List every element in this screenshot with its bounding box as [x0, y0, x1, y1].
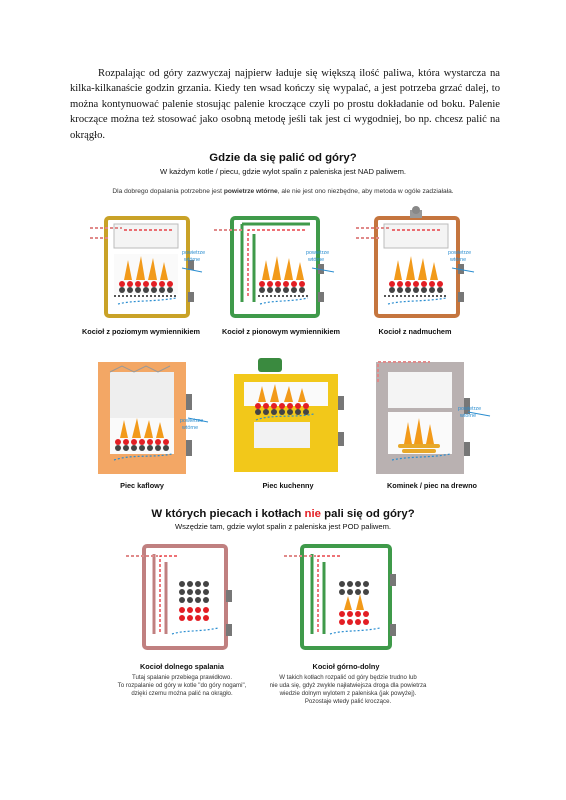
svg-text:powietrze: powietrze — [182, 250, 206, 256]
section1-subtitle: W każdym kotle / piecu, gdzie wylot spalin z paleniska jest NAD paliwem. — [159, 167, 407, 176]
svg-text:wtórne: wtórne — [184, 257, 201, 263]
downdraft-description: Tutaj spalanie przebiega prawidłowo. To rozpalanie od góry w kotle "do góry nogami", dzięki czemu można palić na okrągło. — [117, 674, 247, 697]
svg-text:powietrze: powietrze — [306, 250, 330, 256]
svg-text:wtórne: wtórne — [460, 413, 477, 419]
paragraph-line: okrągło. — [70, 129, 106, 141]
intro-paragraph — [70, 66, 500, 143]
top-bottom-description: W takich kotłach rozpalić od góry będzie trudno lub nie uda się, gdyż zwykle najłatwiejsza droga dla powietrza wiedzie dolnym wylotem z paleniska (jak powyżej). Pozostaje wtedy palić kroczące. — [269, 674, 427, 705]
section1-note: Dla dobrego dopalania potrzebne jest powietrze wtórne, ale nie jest ono niezbędne, aby metoda w ogóle zadziałała. — [112, 188, 454, 195]
svg-text:powietrze: powietrze — [448, 250, 472, 256]
downdraft-boiler-diagram — [122, 534, 248, 660]
fireplace-diagram — [370, 358, 494, 478]
caption-fireplace: Kominek / piec na drewno — [386, 481, 477, 490]
boiler-horizontal-exchanger-diagram — [84, 206, 212, 324]
paragraph-line: kroczące można też stosować jako osobną metodę jeśli tak jest ci wygodniej, bo np. chcesz palić na — [70, 114, 500, 126]
top-bottom-boiler-diagram — [280, 534, 410, 660]
tiled-stove-diagram — [92, 358, 212, 478]
svg-text:wtórne: wtórne — [308, 257, 325, 263]
svg-text:wtórne: wtórne — [450, 257, 467, 263]
section1-title: Gdzie da się palić od góry? — [209, 152, 357, 164]
paragraph-line: kilka-kilkanaście godzin grzania. Kiedy ten wsad kończy się wypalać, a jest potrzeba grzać dalej, to — [70, 83, 500, 95]
svg-text:powietrze: powietrze — [458, 406, 482, 412]
caption-top-bottom-boiler: Kocioł górno-dolny — [312, 662, 380, 671]
paragraph-line: Rozpalając od góry zazwyczaj najpierw ładuje się większą ilość paliwa, która wystarcza na — [98, 68, 500, 79]
caption-downdraft-boiler: Kocioł dolnego spalania — [140, 662, 224, 671]
caption-tiled-stove: Piec kaflowy — [120, 481, 164, 490]
paragraph-line: można kontynuować palenie stosując palenie kroczące czyli po prostu dokładanie od boku. Palenie — [70, 98, 500, 110]
boiler-vertical-exchanger-diagram — [210, 206, 338, 324]
svg-text:powietrze: powietrze — [180, 418, 204, 424]
section2-title: W których piecach i kotłach nie pali się od góry? — [151, 508, 415, 520]
caption-boiler-horizontal: Kocioł z poziomym wymiennikiem — [82, 327, 200, 336]
svg-text:wtórne: wtórne — [182, 425, 199, 431]
section2-subtitle: Wszędzie tam, gdzie wylot spalin z paleniska jest POD paliwem. — [174, 522, 392, 531]
caption-boiler-vertical: Kocioł z pionowym wymiennikiem — [222, 327, 340, 336]
boiler-with-blower-diagram — [350, 206, 480, 324]
caption-kitchen-stove: Piec kuchenny — [262, 481, 314, 490]
caption-boiler-blower: Kocioł z nadmuchem — [378, 327, 452, 336]
kitchen-stove-diagram — [228, 356, 356, 478]
